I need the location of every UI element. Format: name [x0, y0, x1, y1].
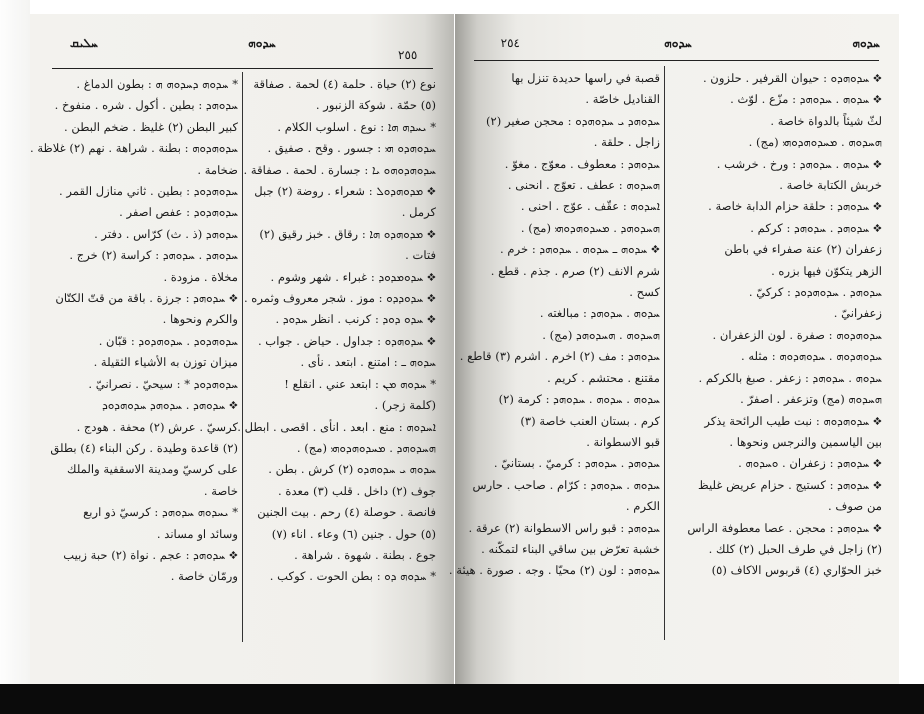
left-header-rule	[52, 68, 433, 69]
left-page-header-center: ܚܕܘܗ	[248, 36, 276, 50]
dictionary-line: على كرسيّ ومدينة الاسقفية والملك	[67, 462, 238, 477]
dictionary-line: ܚܕܘܗܕܘܗ . ܚܕܘܗܕܘܗ : مثله .	[740, 349, 882, 364]
dictionary-line: ܚܕܘܗ . ܚܕܘܗܕ : مبالغته .	[539, 306, 660, 321]
dictionary-line: ܚܕܘܗܕ . ܚܕܘܗܕ : كراسة (٢) خرج .	[69, 248, 238, 263]
dictionary-line: خربش الكتابة خاصة .	[779, 178, 882, 193]
dictionary-line: ܗܚܕܘܗܕ . ܡܚܕܘܗܕܘܗܝ (مج) .	[520, 220, 660, 235]
scan-bottom-border	[0, 684, 924, 714]
dictionary-line: كسح .	[629, 285, 660, 300]
dictionary-line: ❖ ܚܕܘܗܕ : محجن . عصا معطوفة الراس	[687, 520, 882, 535]
dictionary-line: كرسيّ . عرش (٢) محفة . هودج .	[76, 419, 238, 434]
dictionary-line: زاجل . حلقة .	[593, 135, 660, 150]
dictionary-line: قصبة في راسها حديدة تنزل بها	[511, 71, 660, 85]
dictionary-line: زعفرانيّ .	[833, 306, 882, 321]
dictionary-line: ܚܕܘܗ ـ : امتنع . ابتعد . نأى .	[300, 355, 436, 370]
left-page-number: ٢٥٥	[398, 48, 418, 62]
dictionary-line: * ܝܚܕܗ ܗܐ : نوع . اسلوب الكلام .	[277, 119, 436, 134]
dictionary-line: ܚܕܘܗܕܘܗ : بطنة . شراهة . نهم (٢) غلاظة .	[29, 141, 238, 156]
dictionary-line: ❖ ܚܕܘܗܕ : كستيج . حزام عريض غليظ	[698, 477, 882, 492]
dictionary-line: ܚܕܘܗܕ : مف (٢) اخرم . اشرم (٣) قاطع .	[459, 349, 660, 364]
dictionary-line: وسائد او مساند .	[156, 526, 238, 541]
right-column-divider	[664, 66, 665, 640]
dictionary-line: ܗܚܕܘܗ (مج) وتزعفر . اصفرّ .	[740, 392, 882, 407]
dictionary-line: ܗܚܕܘܗ : عطف . تعوّج . انحنى .	[507, 178, 660, 193]
dictionary-line: * ܚܕܘܗ ܡܢ : ابتعد عني . انقلع !	[284, 376, 436, 391]
left-page-right-column	[237, 74, 436, 588]
dictionary-line: ܐܚܕܘܗ : منع . ابعد . انأى . اقصى . ابطل .	[237, 419, 436, 434]
dictionary-line: مقتنع . محتشم . كريم .	[547, 370, 660, 385]
dictionary-line: ورمّان خاصة .	[170, 569, 238, 584]
dictionary-line: * ܚܕܘܗ ܕܚܕܘܗ ܗ : بطون الدماغ .	[76, 77, 238, 91]
right-page-header-corner: ܚܕܘܗ	[852, 36, 880, 50]
dictionary-line: ܚܕܘܗܕܘܕ : بطين . ثاني منازل القمر .	[58, 184, 238, 199]
dictionary-line: القناديل خاصّة .	[585, 92, 660, 107]
dictionary-line: فانصة . حوصلة (٤) رحم . بيت الجنين	[257, 505, 436, 520]
dictionary-line: ❖ ܚܕܘܗ . ܚܕܘܗܕ : ورخ . خرشب .	[716, 156, 882, 171]
dictionary-line: ܗܚܕܘܗܕ . ܡܚܕܘܗܕܘܗܝ (مج) .	[296, 440, 436, 455]
dictionary-line: ❖ ܡܕܘܗܕܘܠ : شعراء . روضة (٢) جبل	[254, 184, 436, 199]
dictionary-line: (٢) قاعدة وطيدة . ركن البناء (٤) بطلق	[50, 440, 238, 455]
dictionary-line: جوف (٢) داخل . قلب (٣) معدة .	[278, 483, 436, 498]
dictionary-line: ❖ ܚܕܘܗܕܘ : حيوان القرفير . حلزون .	[702, 71, 882, 85]
dictionary-line: ❖ ܚܕܘܗܕܘܗ : نبت طيب الرائحة يذكر	[704, 413, 882, 428]
dictionary-line: ܚܕܘܗ ܝ ܚܕܘܗܕܘ (٢) كرش . بطن .	[268, 462, 436, 477]
dictionary-line: خشبة تعرّض بين ساقي البناء لتمكّنه .	[481, 541, 660, 556]
dictionary-line: زعفران (٢) عنة صفراء في باطن	[724, 242, 882, 257]
dictionary-line: ܚܕܘܗܕܘܕ : عفص اصفر .	[119, 205, 238, 220]
dictionary-line: ❖ ܚܕܘܗܕ : حلقة حزام الدابة خاصة .	[708, 199, 882, 214]
scan-margin	[0, 0, 30, 684]
dictionary-line: خبز الحوّاري (٤) قربوس الاكاف (٥)	[711, 563, 882, 578]
left-column-divider	[242, 72, 243, 642]
dictionary-line: ❖ ܡܕܘܗܕܘ ܗܐ : رقاق . خبز رقيق (٢)	[259, 226, 436, 241]
dictionary-line: (كلمة زجر) .	[374, 398, 436, 413]
dictionary-line: ❖ ܚܕܘܗܕ . ܚܕܘܗܕ ܚܕܘܗܕܘܕ	[102, 398, 238, 413]
right-page-left-column	[448, 68, 660, 582]
dictionary-line: كرم . بستان العنب خاصة (٣)	[520, 413, 660, 428]
dictionary-line: ❖ ܚܕܘܗ . ܚܕܘܗܕ : مزّع . لوّث .	[730, 92, 882, 107]
dictionary-line: فتات .	[405, 248, 436, 263]
right-page-right-column	[670, 68, 882, 582]
dictionary-line: (٢) زاجل في طرف الحبل (٢) كلك .	[708, 541, 882, 556]
dictionary-line: * ܚܕܘܗ ܕܘ : بطن الحوت . كوكب .	[269, 569, 436, 584]
dictionary-line: ܗܚܕܘܗ . ܡܚܕܘܗܕܘܗܝ (مج) .	[748, 135, 882, 150]
dictionary-line: بين الياسمين والنرجس ونحوها .	[729, 434, 882, 449]
dictionary-line: ܚܕܘܗܕܘܗܘ ܝܐ : جسارة . لحمة . صفاقة .	[243, 162, 436, 177]
dictionary-line: كرمل .	[401, 205, 436, 220]
dictionary-line: لثّ شيئاً بالدواة خاصة .	[770, 113, 882, 128]
dictionary-line: ❖ ܚܕܘܗܕ . ܚܕܘܗܕ : كركم .	[750, 220, 882, 235]
left-page-left-column	[29, 74, 238, 588]
dictionary-line: ܚܕܘܗܕܘܗ : صفرة . لون الزعفران .	[712, 327, 882, 342]
dictionary-line: نوع (٢) حياة . حلمة (٤) لحمة . صفاقة	[253, 77, 436, 91]
right-page-number: ٢٥٤	[500, 36, 520, 50]
right-header-rule	[474, 60, 879, 61]
dictionary-line: ❖ ܚܕܘܗܕ : زعفران . ܘܚܕܘܗ .	[738, 456, 882, 471]
dictionary-line: (٥) حول . جنين (٦) وعاء . اناء (٧)	[271, 526, 436, 541]
dictionary-line: ܗܚܕܘܗ . ܗܚܕܘܗܕ (مج) .	[542, 327, 660, 342]
dictionary-line: ܚܕܘܗܕ (ذ . ث) كرّاس . دفتر .	[94, 226, 238, 241]
dictionary-line: ❖ ܚܕܘܗܕ : جرزة . باقة من قتّ الكتّان	[55, 291, 238, 306]
dictionary-line: ❖ ܚܕܘܗ ـ ܚܕܘܗ . ܚܕܘܗܕ : خرم .	[500, 242, 660, 257]
dictionary-line: ܚܕܘܗ . ܚܕܘܗܕ : كرّام . صاحب . حارس	[472, 477, 660, 492]
dictionary-line: ܚܕܘܗ . ܚܕܘܗ . ܚܕܘܗܕ : كرمة (٢)	[498, 392, 660, 407]
dictionary-line: ❖ ܚܕܘܡܕܘܕ : غبراء . شهر وشوم .	[270, 269, 436, 284]
dictionary-line: من صوف .	[828, 499, 882, 514]
dictionary-line: ميزان توزن به الأشياء الثقيلة .	[93, 355, 238, 370]
dictionary-line: ܚܕܘܗܕ : لون (٢) محيّا . وجه . صورة . هيئة .	[448, 563, 660, 578]
dictionary-line: ܚܕܘܗܕ ܝ ܚܕܘܗܕܘ : محجن صغير (٢)	[486, 113, 660, 128]
dictionary-line: والكرم ونحوها .	[162, 312, 238, 327]
dictionary-line: الكرم .	[625, 499, 660, 514]
dictionary-line: ❖ ܚܕܘܗܕܘ : جداول . حياض . جواب .	[257, 333, 436, 348]
dictionary-line: * ܝܚܕܘܗ ܚܕܘܗܕ : كرسيّ ذو اربع	[83, 505, 238, 520]
right-page-number-wrap	[470, 36, 520, 58]
dictionary-line: ܚܕܘܗܕܘܕ . ܚܕܘܗܕܘܕ : قبّان .	[98, 333, 238, 348]
dictionary-line: ❖ ܚܕܘ ܕܘܕ : كرنب . انظر ܚܕܘܕ .	[275, 312, 436, 327]
dictionary-line: ܚܕܘܗܕ : معطوف . معوّج . مغوّ .	[504, 156, 660, 171]
dictionary-line: شرم الانف (٢) صرم . جذم . قطع .	[490, 263, 660, 278]
dictionary-line: ܚܕܘܗܕ . ܚܕܘܗܕܘܕ : كركيّ .	[748, 285, 882, 300]
right-page-header-center: ܚܕܘܗ	[664, 36, 692, 50]
dictionary-line: ܚܕܘܗ . ܚܕܘܗܕ : زعفر . صبغ بالكركم .	[698, 370, 882, 385]
dictionary-line: الزهر يتكوّن فيها بزره .	[771, 263, 882, 278]
dictionary-line: ܚܕܘܗܕܘܕ * : سيحيّ . نصرانيّ .	[88, 376, 238, 391]
dictionary-line: ܚܕܘܗܕ : بطين . أكول . شره . منفوخ .	[54, 98, 238, 113]
dictionary-line: خاصة .	[203, 483, 238, 498]
dictionary-line: ܚܕܘܗܕܘ ܗܝ : جسور . وقح . صفيق .	[267, 141, 436, 156]
dictionary-line: ❖ ܚܕܘܗܕ : عجم . نواة (٢) حبة زبيب	[63, 547, 238, 562]
dictionary-line: ܐܚܕܘܗ : عقّف . عوّج . احنى .	[520, 199, 660, 214]
dictionary-line: مخلاة . مزودة .	[163, 269, 238, 284]
dictionary-line: جوع . بطنة . شهوة . شراهة .	[294, 547, 436, 562]
dictionary-line: ❖ ܚܕܘܕܕܘ : موز . شجر معروف وثمره .	[243, 291, 436, 306]
dictionary-line: كبير البطن (٢) غليظ . ضخم البطن .	[64, 119, 238, 134]
dictionary-line: ܚܕܘܗܕ : قبو راس الاسطوانة (٢) عرقة .	[468, 520, 660, 535]
dictionary-line: ܚܕܘܗܕ . ܚܕܘܗܕ : كرميّ . بستانيّ .	[493, 456, 660, 471]
dictionary-line: ضخامة .	[197, 162, 238, 177]
left-page-header-corner: ܚܠܝܩ	[69, 36, 98, 50]
dictionary-line: (٥) حمّة . شوكة الزنبور .	[315, 98, 436, 113]
dictionary-line: قبو الاسطوانة .	[586, 434, 660, 449]
